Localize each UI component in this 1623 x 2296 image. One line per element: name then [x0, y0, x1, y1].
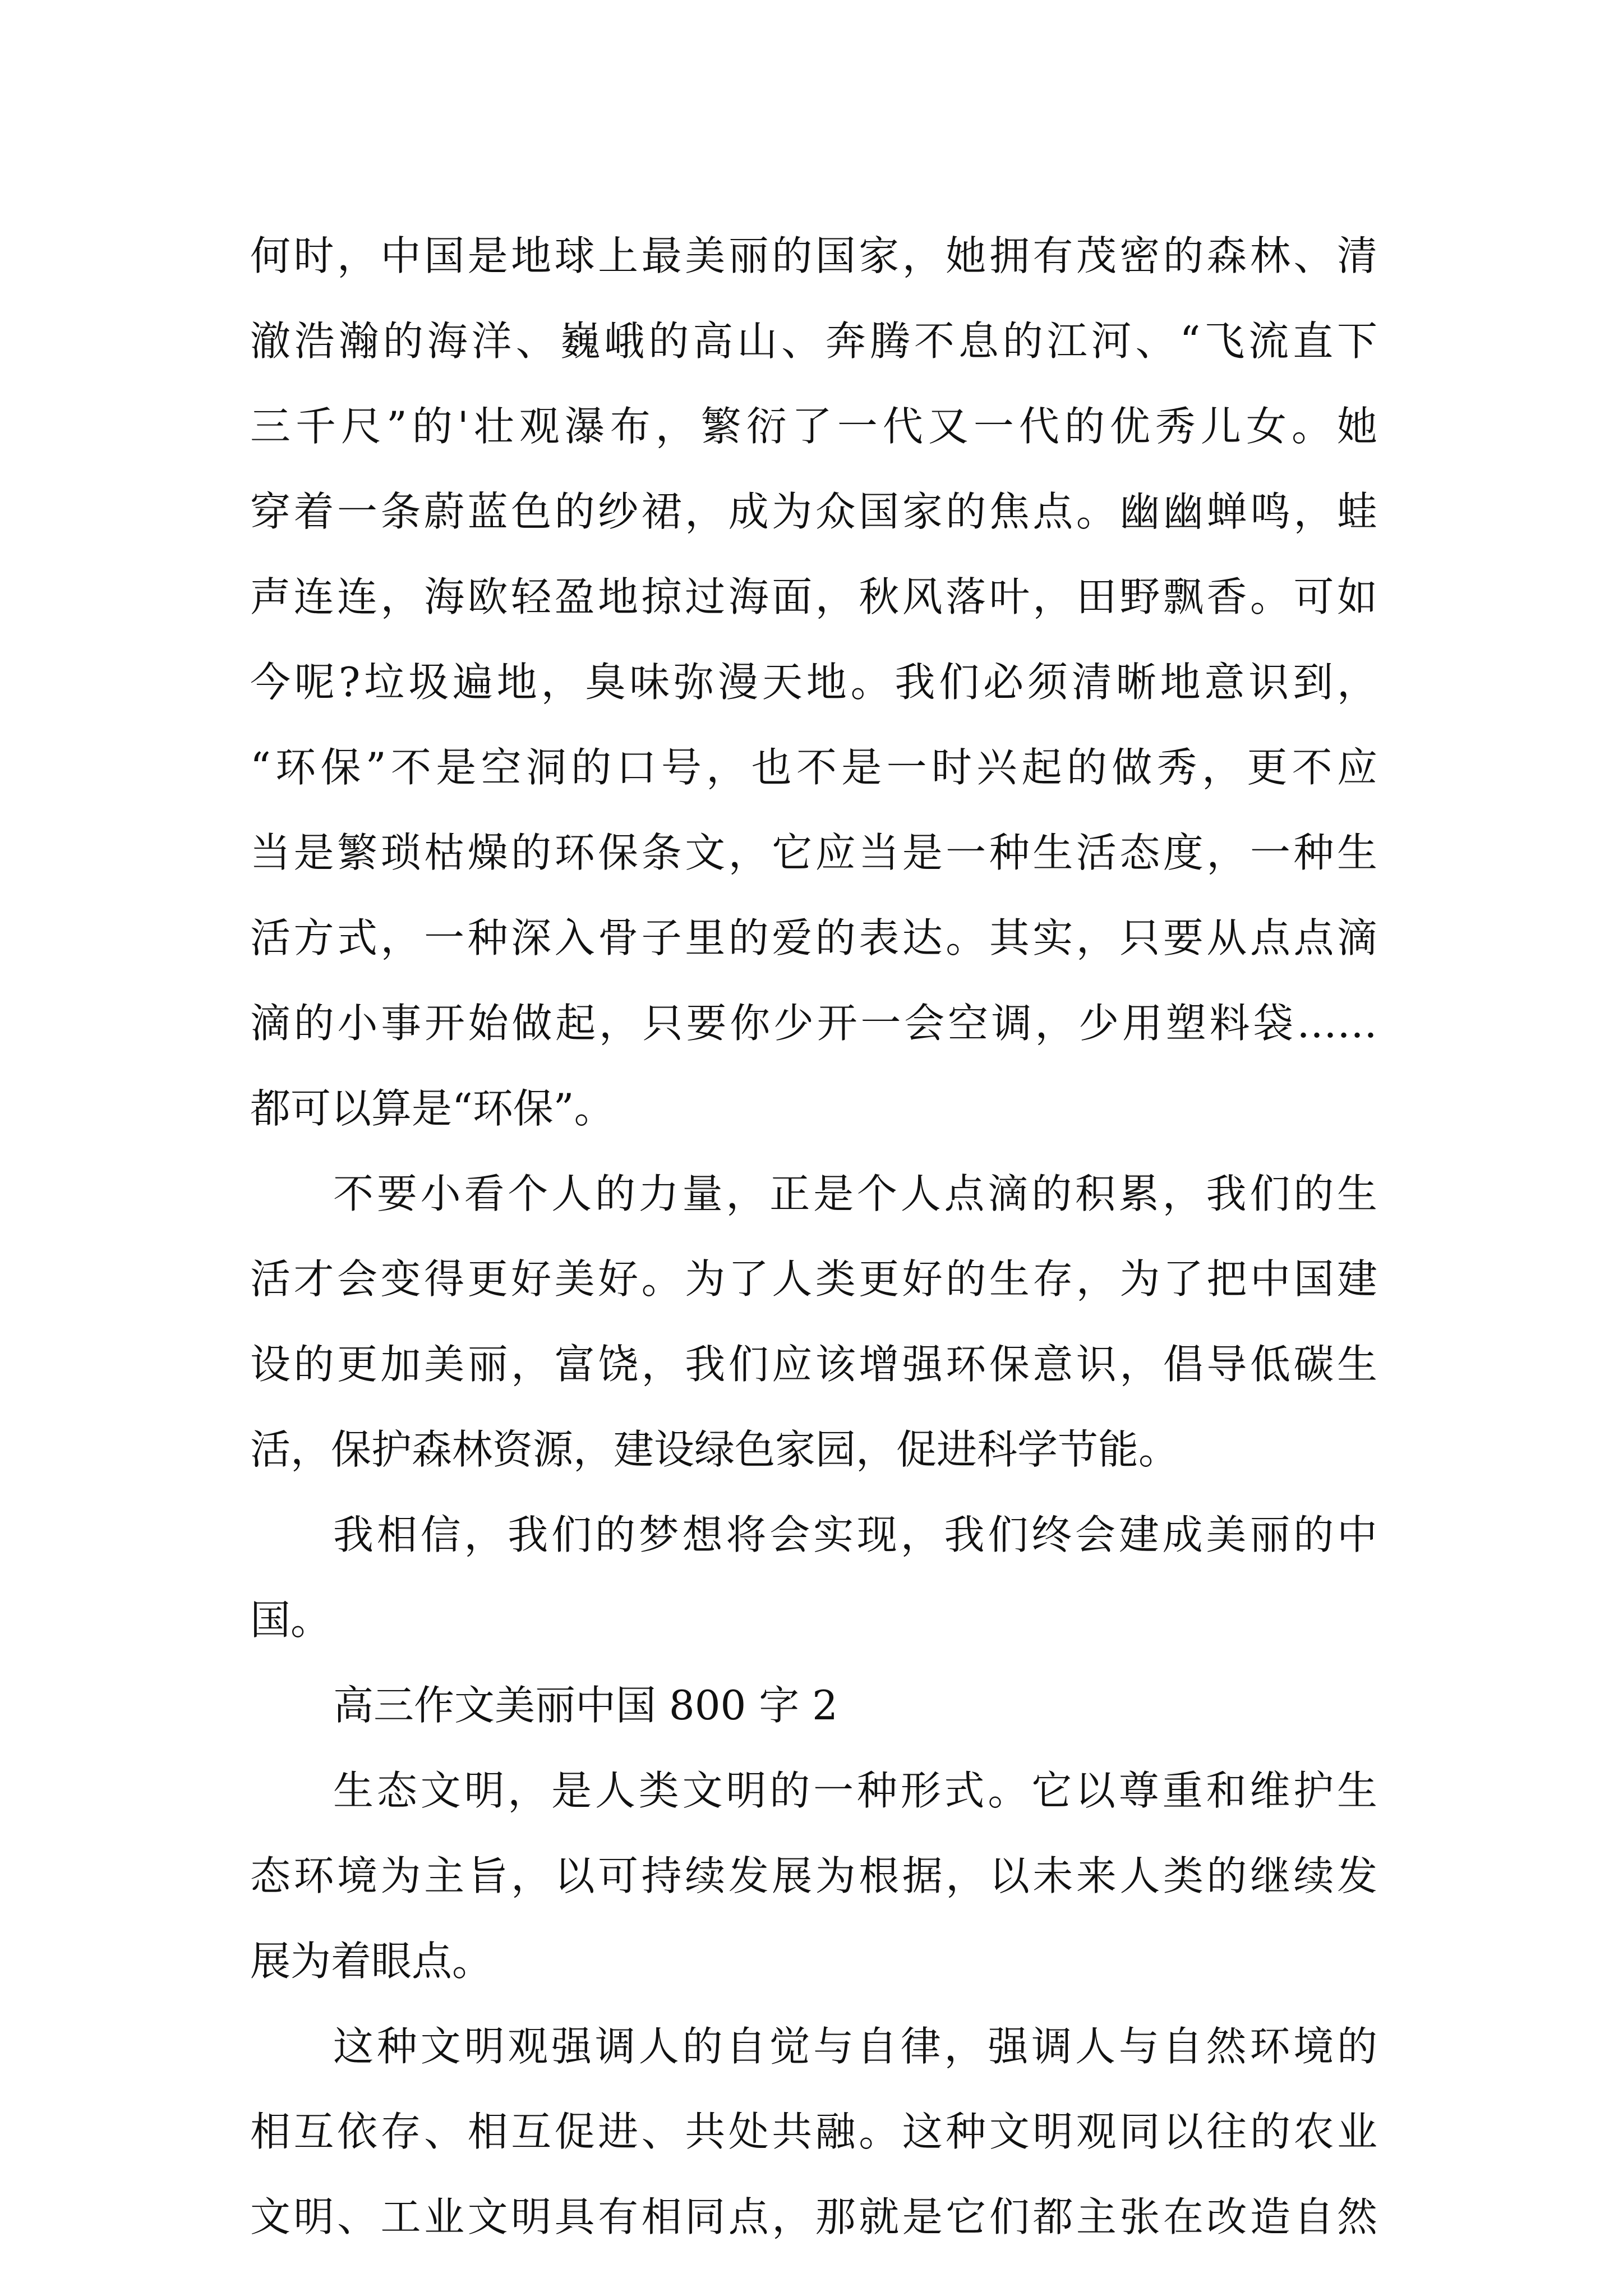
paragraph-line: 相互依存、相互促进、共处共融。这种文明观同以往的农业	[250, 2108, 1377, 2155]
paragraph-line: 设的更加美丽，富饶，我们应该增强环保意识，倡导低碳生	[250, 1341, 1377, 1388]
paragraph-line: 都可以算是“环保”。	[250, 1085, 615, 1132]
paragraph-line: 三千尺”的'壮观瀑布，繁衍了一代又一代的优秀儿女。她	[250, 403, 1377, 450]
paragraph-line: 态环境为主旨，以可持续发展为根据，以未来人类的继续发	[250, 1852, 1377, 1899]
paragraph-line: 穿着一条蔚蓝色的纱裙，成为众国家的焦点。幽幽蝉鸣，蛙	[250, 488, 1377, 535]
paragraph-line: 国。	[250, 1596, 331, 1644]
section-heading: 高三作文美丽中国 800 字 2	[333, 1682, 838, 1729]
paragraph-line: 声连连，海欧轻盈地掠过海面，秋风落叶，田野飘香。可如	[250, 573, 1377, 620]
paragraph-line: 这种文明观强调人的自觉与自律，强调人与自然环境的	[333, 2023, 1377, 2070]
paragraph-line: 生态文明，是人类文明的一种形式。它以尊重和维护生	[333, 1767, 1377, 1814]
paragraph-line: 当是繁琐枯燥的环保条文，它应当是一种生活态度，一种生	[250, 829, 1377, 876]
document-body	[250, 213, 1377, 2260]
paragraph-line: 不要小看个人的力量，正是个人点滴的积累，我们的生	[333, 1170, 1377, 1217]
paragraph-line: “环保”不是空洞的口号，也不是一时兴起的做秀，更不应	[250, 744, 1377, 791]
paragraph-line: 滴的小事开始做起，只要你少开一会空调，少用塑料袋……	[250, 1000, 1377, 1047]
paragraph-line: 活方式，一种深入骨子里的爱的表达。其实，只要从点点滴	[250, 914, 1377, 961]
paragraph-line: 何时，中国是地球上最美丽的国家，她拥有茂密的森林、清	[250, 232, 1377, 279]
paragraph-line: 澈浩瀚的海洋、巍峨的高山、奔腾不息的江河、“飞流直下	[250, 318, 1377, 365]
paragraph-line: 活，保护森林资源，建设绿色家园，促进科学节能。	[250, 1426, 1179, 1473]
paragraph-line: 文明、工业文明具有相同点，那就是它们都主张在改造自然	[250, 2193, 1377, 2240]
paragraph-line: 今呢?垃圾遍地，臭味弥漫天地。我们必须清晰地意识到，	[250, 659, 1377, 706]
paragraph-line: 展为着眼点。	[250, 1938, 493, 1985]
paragraph-line: 我相信，我们的梦想将会实现，我们终会建成美丽的中	[333, 1511, 1377, 1558]
paragraph-line: 活才会变得更好美好。为了人类更好的生存，为了把中国建	[250, 1255, 1377, 1303]
